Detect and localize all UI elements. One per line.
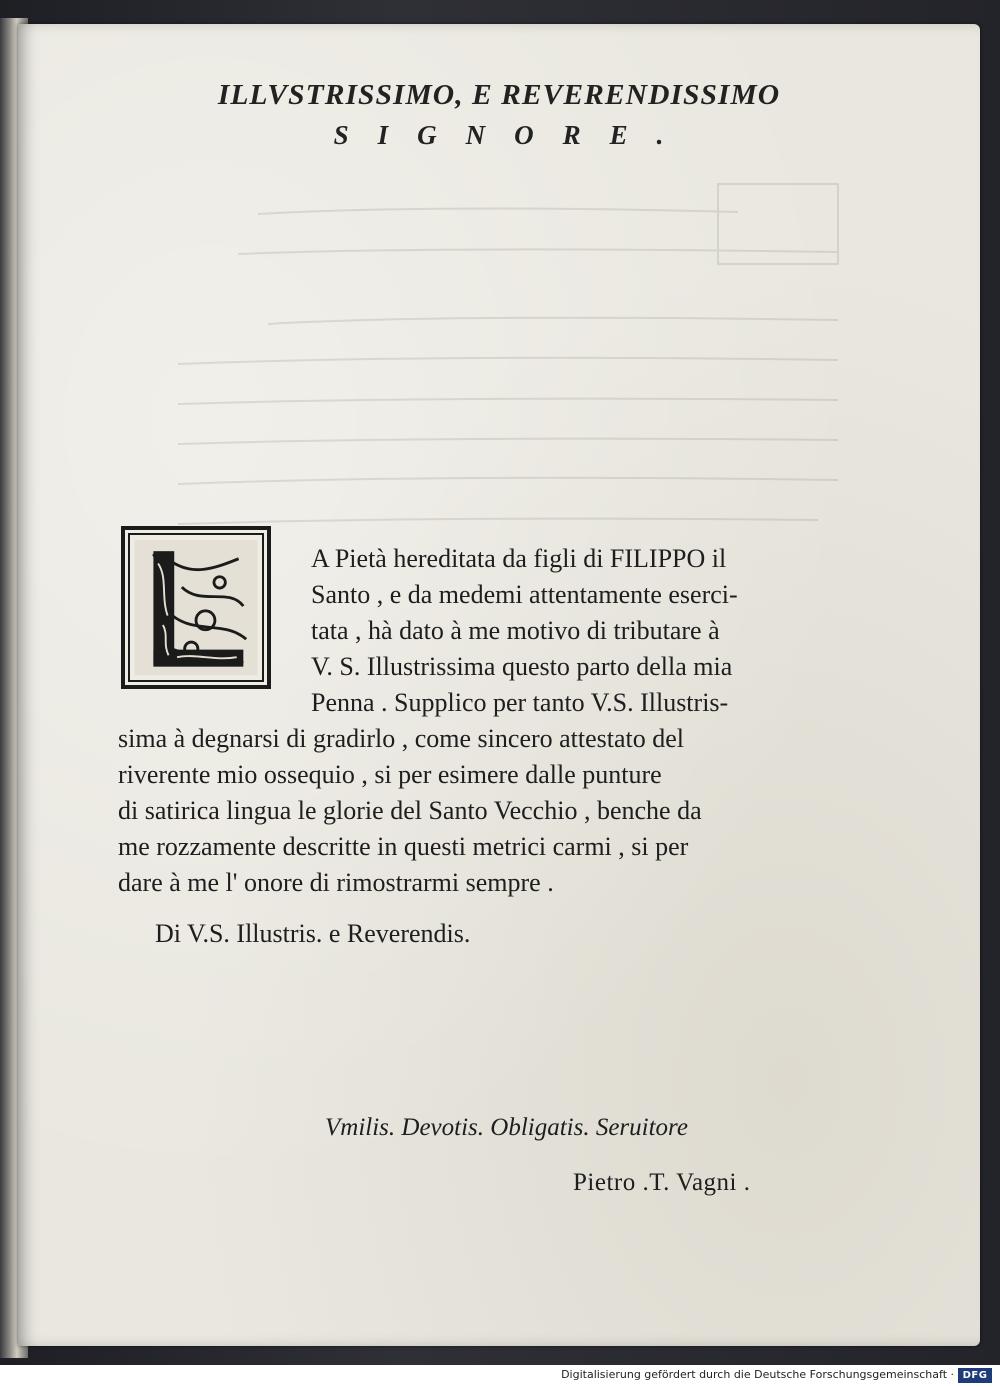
letter-line: dare à me l' onore di rimostrarmi sempre . bbox=[118, 868, 554, 897]
signature-name: Pietro .T. Vagni . bbox=[573, 1169, 751, 1196]
letter-line: V. S. Illustrissima questo parto della mia bbox=[311, 652, 733, 681]
dedication-subtitle: SIGNORE. bbox=[333, 120, 693, 150]
signature-titles: Vmilis. Devotis. Obligatis. Seruitore bbox=[325, 1114, 688, 1141]
dfg-logo-icon: DFG bbox=[958, 1368, 992, 1383]
show-through-text bbox=[138, 174, 858, 534]
letter-line: di satirica lingua le glorie del Santo Vecchio , benche da bbox=[118, 796, 702, 825]
book-page bbox=[18, 24, 980, 1346]
closing-formula: Di V.S. Illustris. e Reverendis. bbox=[155, 919, 471, 948]
dedication-title: ILLVSTRISSIMO, E REVERENDISSIMO bbox=[217, 79, 781, 111]
footer-bar bbox=[0, 1365, 1000, 1387]
letter-line: riverente mio ossequio , si per esimere dalle punture bbox=[118, 760, 662, 789]
letter-line: Santo , e da medemi attentamente eserci- bbox=[311, 580, 738, 609]
letter-line: sima à degnarsi di gradirlo , come sincero attestato del bbox=[118, 724, 685, 753]
decorated-initial bbox=[121, 526, 271, 689]
letter-line: Penna . Supplico per tanto V.S. Illustris- bbox=[311, 688, 729, 717]
funding-credit: Digitalisierung gefördert durch die Deutsche Forschungsgemeinschaft · bbox=[561, 1368, 954, 1381]
letter-line: tata , hà dato à me motivo di tributare à bbox=[311, 616, 720, 645]
letter-line: me rozzamente descritte in questi metrici carmi , si per bbox=[118, 832, 689, 861]
ornament-vine-icon bbox=[125, 530, 267, 685]
letter-line: A Pietà hereditata da figli di FILIPPO il bbox=[311, 544, 727, 573]
